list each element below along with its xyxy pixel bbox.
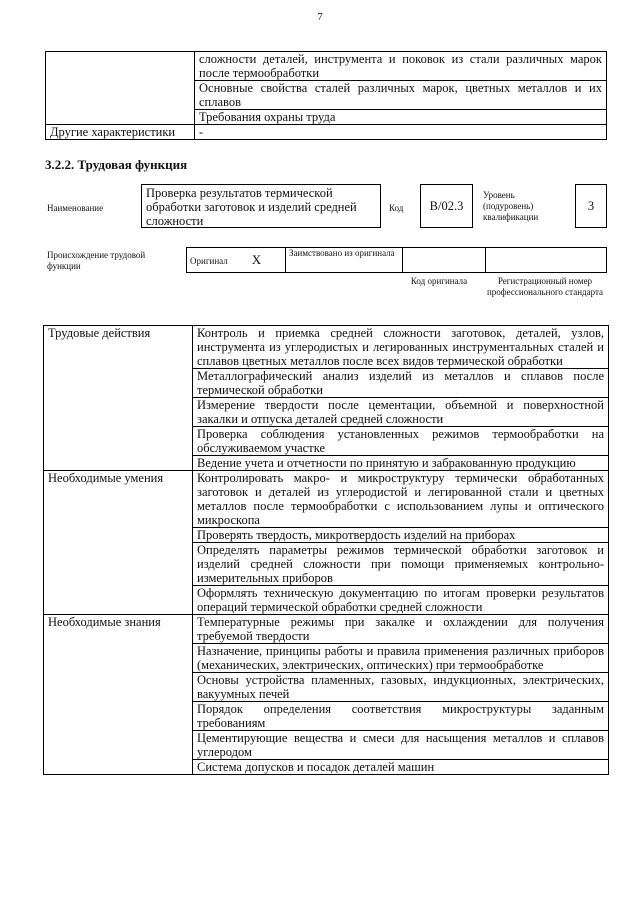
table-cell: Контролировать макро- и микроструктуру термически обработанных заготовок и деталей из углеродистой и легированной стали и цветных металлов после термообработки с использованием лупы и оптического микроскопа <box>193 471 609 528</box>
table-cell: сложности деталей, инструмента и поковок из стали различных марок после термообработки <box>195 52 607 81</box>
table-cell: Измерение твердости после цементации, объемной и поверхностной закалки и отпуска деталей средней сложности <box>193 398 609 427</box>
table-cell: Требования охраны труда <box>195 110 607 125</box>
reg-caption: Регистрационный номер профессионального стандарта <box>486 276 604 297</box>
origin-table <box>186 247 607 273</box>
code-caption: Код оригинала <box>410 276 468 286</box>
table-cell: Назначение, принципы работы и правила применения различных приборов (механических, электрических, оптических) при термообработке <box>193 644 609 673</box>
function-code-box: B/02.3 <box>420 184 473 228</box>
function-details-table <box>43 325 609 775</box>
table-cell: Температурные режимы при закалке и охлаждении для получения требуемой твердости <box>193 615 609 644</box>
continuation-table <box>45 51 607 140</box>
row-label-skills: Необходимые умения <box>44 471 193 615</box>
table-cell: Цементирующие вещества и смеси для насыщения металлов и сплавов углеродом <box>193 731 609 760</box>
table-cell: Ведение учета и отчетности по принятую и забракованную продукцию <box>193 456 609 471</box>
table-cell: Определять параметры режимов термической обработки заготовок и изделий средней сложности при помощи применяемых контрольно-измерительных приборов <box>193 543 609 586</box>
code-label: Код <box>389 203 404 213</box>
table-cell: - <box>195 125 607 140</box>
original-mark: X <box>251 251 262 267</box>
row-label-actions: Трудовые действия <box>44 326 193 471</box>
table-cell-label: Другие характеристики <box>46 125 195 140</box>
original-cell <box>187 248 286 273</box>
section-title: 3.2.2. Трудовая функция <box>45 157 188 172</box>
origin-code-cell <box>403 248 486 273</box>
origin-reg-cell <box>486 248 607 273</box>
name-label: Наименование <box>47 203 104 213</box>
function-name-box: Проверка результатов термической обработки заготовок и изделий средней сложности <box>141 184 381 228</box>
table-cell: Проверять твердость, микротвердость изделий на приборах <box>193 528 609 543</box>
table-cell-label <box>46 52 195 125</box>
qualification-level-box: 3 <box>575 184 607 228</box>
page-number: 7 <box>317 11 323 23</box>
table-cell: Контроль и приемка средней сложности заготовок, деталей, узлов, инструмента из углеродистых и легированных инструментальных сталей и сплавов цветных металлов после всех видов термической обработки <box>193 326 609 369</box>
origin-label: Происхождение трудовой функции <box>47 250 146 271</box>
table-cell: Проверка соблюдения установленных режимов термообработки на обслуживаемом участке <box>193 427 609 456</box>
table-cell: Порядок определения соответствия микроструктуры заданным требованиям <box>193 702 609 731</box>
table-cell: Основные свойства сталей различных марок, цветных металлов и их сплавов <box>195 81 607 110</box>
table-cell: Оформлять техническую документацию по итогам проверки результатов операций термической обработки средней сложности <box>193 586 609 615</box>
table-cell: Металлографический анализ изделий из металлов и сплавов после термической обработки <box>193 369 609 398</box>
row-label-knowledge: Необходимые знания <box>44 615 193 775</box>
level-label: Уровень (подуровень) квалификации <box>483 190 539 222</box>
table-cell: Система допусков и посадок деталей машин <box>193 760 609 775</box>
table-cell: Основы устройства пламенных, газовых, индукционных, электрических, вакуумных печей <box>193 673 609 702</box>
borrowed-label: Заимствовано из оригинала <box>286 248 403 273</box>
original-label: Оригинал <box>190 255 228 266</box>
